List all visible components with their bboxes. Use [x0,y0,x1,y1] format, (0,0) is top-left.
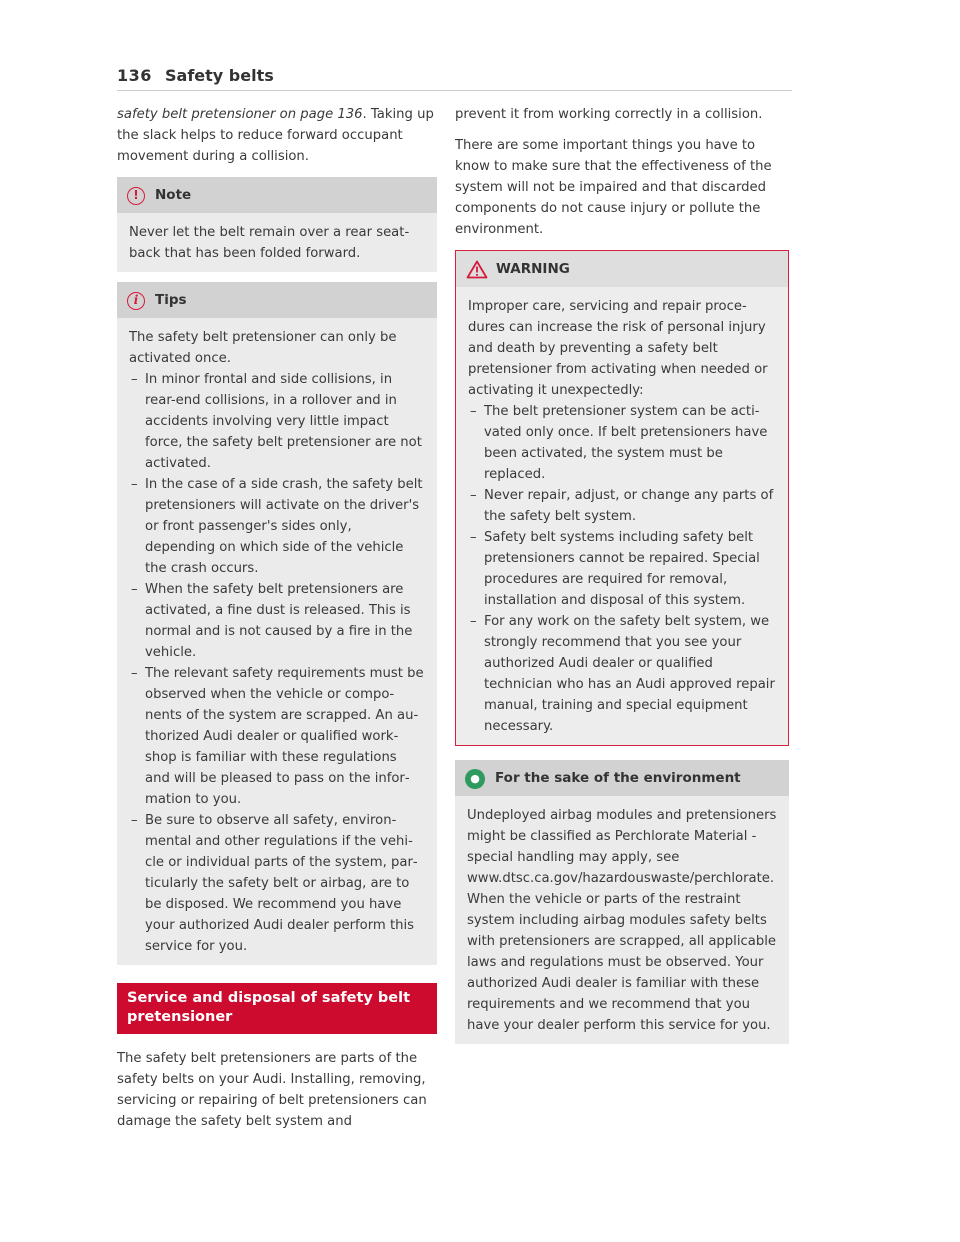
tips-title: Tips [155,292,187,308]
note-box [117,177,437,272]
warning-title: WARNING [496,261,570,277]
page-header [117,66,792,91]
list-item: – The belt pretensioner system can be activated only once. If belt pretensioners have been activated, the system must be replaced. [468,401,776,485]
list-item: – When the safety belt pretensioners are activated, a fine dust is released. This is normal and is not caused by a fire in the vehicle. [129,579,425,663]
section-paragraph: The safety belt pretensioners are parts of the safety belts on your Audi. Installing, removing, servicing or repairing of belt pretensioners can damage the safety belt system and [117,1051,427,1129]
right-column [455,104,789,1054]
list-item: – In minor frontal and side collisions, in rear-end collisions, in a rollover and in accidents involving very little impact force, the safety belt pretensioner are not activated. [129,369,425,474]
list-item: – For any work on the safety belt system, we strongly recommend that you see your authorized Audi dealer or qualified technician who has an Audi approved repair manual, training and special equipment necessary. [468,611,776,737]
warning-list [468,401,776,737]
leaf-icon: ● [465,769,485,789]
note-header [117,177,437,213]
warning-triangle-icon [466,260,488,279]
environment-title: For the sake of the environment [495,770,741,786]
tips-header [117,282,437,318]
list-item: – Be sure to observe all safety, environmental and other regulations if the vehicle or individual parts of the system, particularly the safety belt or airbag, are to be disposed. We recommend you have your authorized Audi dealer perform this service for you. [129,810,425,957]
list-item: – The relevant safety requirements must be observed when the vehicle or components of the system are scrapped. An authorized Audi dealer or qualified workshop is familiar with these regulations and will be pleased to pass on the information to you. [129,663,425,810]
tips-list [129,369,425,957]
warning-intro: Improper care, servicing and repair procedures can increase the risk of personal injury and death by preventing a safety belt pretensioner from activating when needed or activating it unexpectedly: [468,299,768,398]
cross-reference-link[interactable]: safety belt pretensioner on page 136 [117,107,363,122]
warning-header [456,251,788,287]
list-item: – Never repair, adjust, or change any parts of the safety belt system. [468,485,776,527]
info-circle-icon: i [127,292,145,310]
intro-paragraph: safety belt pretensioner on page 136. Taking up the slack helps to reduce forward occupant movement during a collision. [117,107,434,164]
note-title: Note [155,187,192,203]
left-column [117,104,437,1142]
environment-header [455,760,789,796]
note-text: Never let the belt remain over a rear seatback that has been folded forward. [129,225,410,261]
exclamation-circle-icon: ! [127,187,145,205]
section-heading: Service and disposal of safety belt pretensioner [117,983,437,1034]
list-item: – In the case of a side crash, the safety belt pretensioners will activate on the driver's or front passenger's sides only, depending on which side of the vehicle the crash occurs. [129,474,425,579]
list-item: – Safety belt systems including safety belt pretensioners cannot be repaired. Special procedures are required for removal, installation and disposal of this system. [468,527,776,611]
continued-paragraph: prevent it from working correctly in a collision. [455,107,763,122]
tips-box [117,282,437,965]
warning-box [455,250,789,746]
environment-text: Undeployed airbag modules and pretensioners might be classified as Perchlorate Material - special handling may apply, see www.dtsc.ca.gov/hazardouswaste/perchlorate. When the vehicle or parts of the restraint system including airbag modules safety belts with pretensioners are scrapped, all applicable laws and regulations must be observed. Your authorized Audi dealer is familiar with these requirements and we recommend that you have your dealer perform this service for you. [467,808,777,1033]
body-paragraph: There are some important things you have to know to make sure that the effectiveness of the system will not be impaired and that discarded components do not cause injury or pollute the environment. [455,138,772,237]
tips-intro: The safety belt pretensioner can only be activated once. [129,330,397,366]
environment-box [455,760,789,1044]
page-number: 136 [117,66,152,85]
page-title: Safety belts [165,66,274,85]
